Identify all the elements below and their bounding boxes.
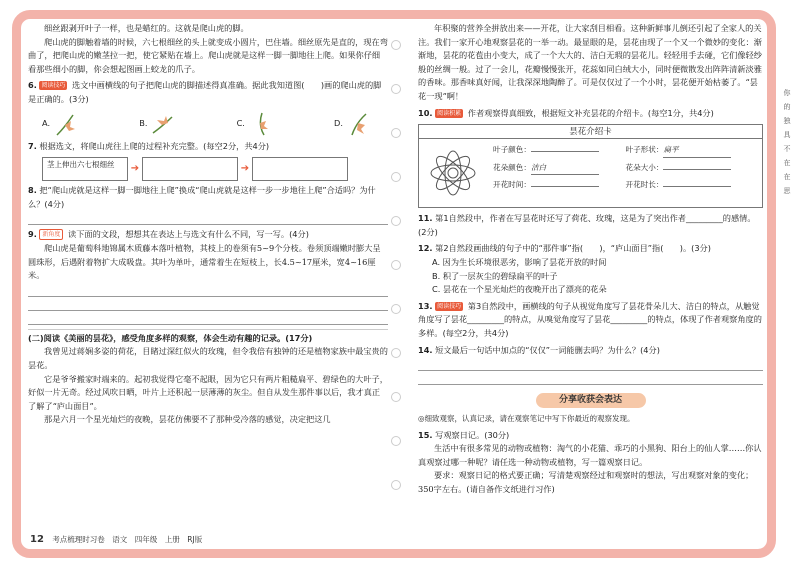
passage-paragraph: 它是爷爷搬家时端来的。起初我觉得它毫不起眼，因为它只有两片粗糙扁平、碧绿色的大叶子，好似一片无奇。经过风吹日晒，叶片上还积起一层薄薄的灰尘。但自从发生那件事以后，我才真正了解了“庐山面目”。 bbox=[28, 373, 388, 411]
question-tag: 阅读技巧 bbox=[41, 82, 66, 90]
answer-line[interactable] bbox=[28, 285, 388, 297]
passage-paragraph: 那是六月一个星光灿烂的夜晚，昙花仿佛要不了那种受冷落的感觉，决定把这几 bbox=[44, 414, 331, 425]
process-blank-2[interactable] bbox=[252, 157, 348, 181]
question-12: 12. 第2自然段画曲线的句子中的“那件事”指( )，“庐山面目”指( )。(3分) A. 因为生长环境很恶劣，影响了昙花开放的时间 B. 积了一层灰尘的碧绿扁平的叶子 C. 昙花在一个星光灿烂的夜晚开出了漂亮的花朵 bbox=[418, 242, 763, 296]
flower-intro-card bbox=[418, 124, 763, 208]
option-a[interactable]: A. bbox=[42, 111, 79, 137]
question-14: 14. 短文最后一句话中加点的“仅仅”一词能删去吗？为什么？(4分) bbox=[418, 344, 763, 386]
section-heading: (二)阅读《美丽的昙花》，感受角度多样的观察，体会生动有趣的记录。(17分) bbox=[28, 332, 313, 343]
question-9: 9. 新角度 读下面的文段，想想其在表达上与选文有什么不同，写一写。(4分) 爬山虎是葡萄科地锦属木质藤本落叶植物，其枝上的卷须有5~9个分枝。卷须顶端嫩时膨大呈圆珠形，后遇附着物扩大成吸盘。其叶为单叶，通常着生在短枝上，长4.5~17厘米，宽4~16厘米。 bbox=[28, 228, 388, 324]
option-c[interactable]: C. bbox=[237, 111, 274, 137]
card-field[interactable]: 叶子颜色： bbox=[493, 143, 626, 158]
card-field[interactable]: 花朵大小： bbox=[626, 161, 759, 176]
gecko-foot-c-icon bbox=[248, 111, 274, 137]
process-step-1: 茎上伸出六七根细丝 bbox=[42, 157, 128, 181]
options-row bbox=[42, 111, 372, 137]
answer-line[interactable] bbox=[28, 299, 388, 311]
card-field[interactable]: 开花时长： bbox=[626, 178, 759, 192]
arrow-right-icon: ➔ bbox=[240, 163, 250, 175]
process-blank-1[interactable] bbox=[142, 157, 238, 181]
question-text: 选文中画横线的句子把爬山虎的脚描述得真准确。据此我知道图( )画的爬山虎的脚是正确的。(3分) bbox=[28, 80, 382, 104]
gecko-foot-d-icon bbox=[346, 111, 372, 137]
answer-line[interactable] bbox=[418, 373, 763, 385]
option-b[interactable]: B. 积了一层灰尘的碧绿扁平的叶子 bbox=[432, 270, 558, 281]
question-10: 10. 阅读积累 作者观察得真细致，根据短文补充昙花的介绍卡。(每空1分，共4分) 昙花介绍卡 叶子颜色： 叶子形状：扁平 花朵颜色：洁白 花朵大小： 开花时间： 开花时长： bbox=[418, 107, 763, 209]
question-13: 13. 阅读技巧 第3自然段中，画横线的句子从视觉角度写了昙花骨朵儿大、洁白的特点，从触觉角度写了昙花_________的特点，从嗅觉角度写了昙花_________的特点，体现了作者观察角度的多样。(每空2分，共4分) bbox=[418, 300, 762, 338]
process-flow bbox=[42, 157, 388, 181]
section-instruction: ◎细致观察，认真记录，请在观察笔记中写下你最近的观察发现。 bbox=[418, 414, 635, 424]
section-banner: 分享收获会表达 bbox=[536, 393, 646, 408]
passage-paragraph: 细丝跟剥开叶子一样，也是蜡红的。这就是爬山虎的脚。 bbox=[44, 23, 249, 33]
option-a[interactable]: A. 因为生长环境很恶劣，影响了昙花开放的时间 bbox=[432, 256, 607, 267]
section-two bbox=[28, 329, 388, 427]
question-15: 15. 写观察日记。(30分) 生活中有很多常见的动物或植物：淘气的小花猫、乖巧的小黑狗、阳台上的仙人掌……你认真观察过哪一种呢？请任选一种动物或植物，写一篇观察日记。 要求：观察日记的格式要正确；写清楚观察经过和观察时的想法，写出观察对象的变化；350字左右。(请自备作文纸进行习作) bbox=[418, 429, 763, 497]
question-number: 6. bbox=[28, 80, 37, 91]
card-title: 昙花介绍卡 bbox=[419, 125, 762, 139]
answer-line[interactable] bbox=[28, 213, 388, 225]
gecko-foot-a-icon bbox=[53, 111, 79, 137]
prompt-paragraph: 要求：观察日记的格式要正确；写清楚观察经过和观察时的想法，写出观察对象的变化；350字左右。(请自备作文纸进行习作) bbox=[418, 470, 754, 495]
arrow-right-icon: ➔ bbox=[130, 163, 140, 175]
option-c[interactable]: C. 昙花在一个星光灿烂的夜晚开出了漂亮的花朵 bbox=[432, 284, 607, 295]
question-6 bbox=[28, 79, 388, 136]
extra-passage: 爬山虎是葡萄科地锦属木质藤本落叶植物，其枝上的卷须有5~9个分枝。卷须顶端嫩时膨大呈圆珠形，后遇附着物扩大成吸盘。其叶为单叶，通常着生在短枝上，长4.5~17厘米，宽4~16厘米。 bbox=[28, 242, 381, 281]
page-footer bbox=[30, 534, 202, 545]
right-column bbox=[418, 22, 763, 497]
passage-paragraph: 我曾见过蒋娴多姿的荷花，目睹过深红似火的玫瑰，但令我倍有独钟的还是植物家族中最宝贵的昙花。 bbox=[28, 346, 388, 370]
footer-text: 考点梳理时习卷 语文 四年级 上册 RJ版 bbox=[52, 535, 203, 544]
card-field[interactable]: 开花时间： bbox=[493, 178, 626, 192]
option-b[interactable]: B. bbox=[139, 111, 176, 137]
epiphyllum-flower-icon bbox=[423, 143, 483, 203]
page-number: 12 bbox=[30, 534, 44, 545]
answer-line[interactable] bbox=[418, 359, 763, 371]
question-7: 7. 根据选文，将爬山虎往上爬的过程补充完整。(每空2分，共4分) 茎上伸出六七根细丝 ➔ ➔ bbox=[28, 140, 388, 182]
binder-holes bbox=[390, 40, 402, 540]
left-column bbox=[28, 22, 388, 427]
passage-paragraph: 爬山虎的脚触着墙的时候，六七根细丝的头上就变成小圆片，巴住墙。细丝原先是直的，现在弯曲了，把爬山虎的嫩茎拉一把，使它紧贴在墙上。爬山虎就是这样一脚一脚地往上爬。如果你仔细看那些细小的脚，你会想起图画上蛟龙的爪子。 bbox=[28, 36, 388, 74]
side-slogan: 你 的 独 具 不 在 在 思 bbox=[783, 89, 791, 195]
question-8: 8. 把“爬山虎就是这样一脚一脚地往上爬”换成“爬山虎就是这样一步一步地往上爬”合适吗？为什么？(4分) bbox=[28, 184, 388, 225]
card-field[interactable]: 叶子形状：扁平 bbox=[626, 143, 759, 158]
prompt-paragraph: 生活中有很多常见的动物或植物：淘气的小花猫、乖巧的小黑狗、阳台上的仙人掌……你认真观察过哪一种呢？请任选一种动物或植物，写一篇观察日记。 bbox=[418, 443, 762, 467]
card-fields bbox=[493, 143, 758, 192]
option-d[interactable]: D. bbox=[334, 111, 372, 137]
question-11: 11. 第1自然段中，作者在写昙花时还写了荷花、玫瑰，这是为了突出作者_________的感情。(2分) bbox=[418, 213, 756, 237]
card-field[interactable]: 花朵颜色：洁白 bbox=[493, 161, 626, 176]
gecko-foot-b-icon bbox=[150, 111, 176, 137]
answer-line[interactable] bbox=[28, 313, 388, 325]
passage-paragraph: 年积聚的营养全拼放出来——开花，让大家刮目相看。这种新鲜事儿倒还引起了全家人的关注。我们一家开心地观察昙花的一举一动。最显眼的是，昙花由现了一个又一个微妙的变化：渐渐地，昙花的花苞由小变大，成了一个大大的、洁白无瑕的昙花儿。轻轻用手去碰，它们像轻纱般的丝绸一般。过了一会儿，花瓣慢慢张开，花蕊如同白绒大小，同时便微散发出阵阵清新淡雅的香味。那香味真好闻，让我深深地陶醉了。可是仅仅过了一个小时，昙花便开始枯萎了。“昙花一现”啊！ bbox=[418, 23, 762, 101]
